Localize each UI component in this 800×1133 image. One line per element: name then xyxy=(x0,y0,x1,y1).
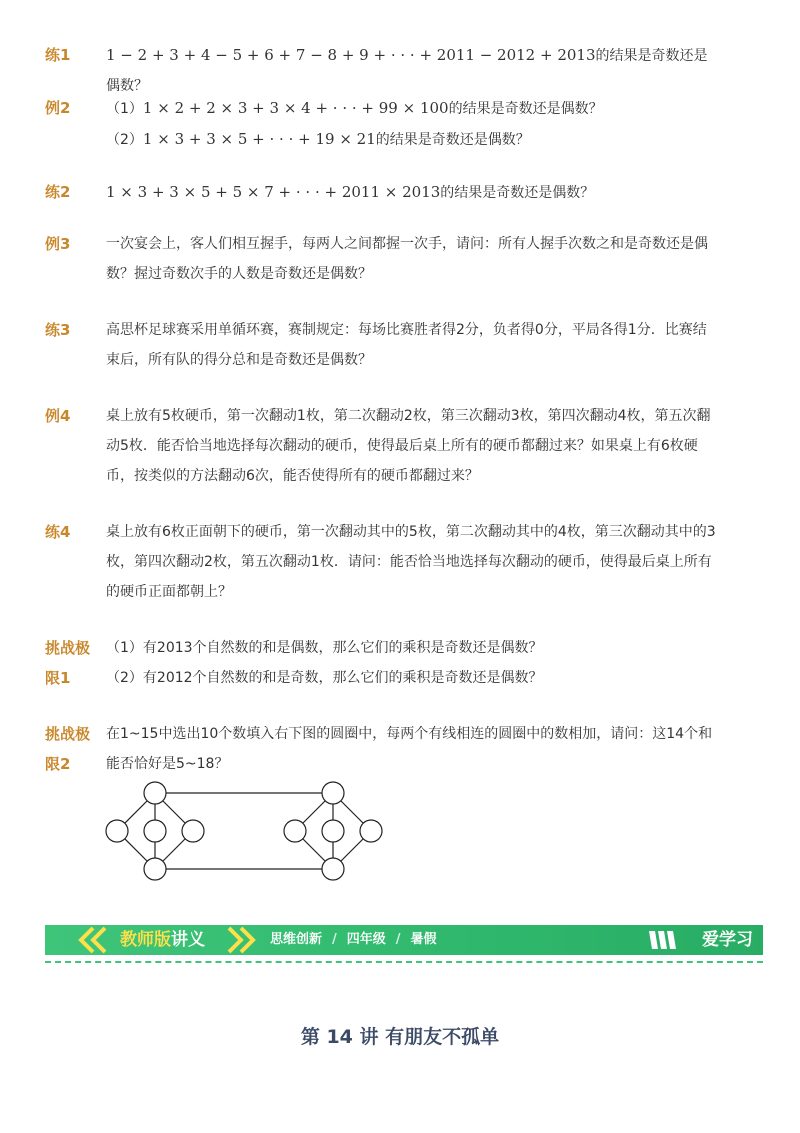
problem-content: 桌上放有5枚硬币，第一次翻动1枚，第二次翻动2枚，第三次翻动3枚，第四次翻动4枚，第五次翻动5枚．能否恰当地选择每次翻动的硬币，使得最后桌上所有的硬币都翻过来？如果桌上有6枚硬币，按类似的方法翻动6次，能否使得所有的硬币都翻过来？ xyxy=(106,408,711,484)
sub-question-2 xyxy=(106,663,720,693)
footer-title-accent: 讲义 xyxy=(171,930,205,950)
sub-question-number: （1） xyxy=(106,101,143,117)
math-expression: 1 × 2 + 2 × 3 + 3 × 4 + · · · + 99 × 100 xyxy=(142,99,449,117)
graph-node xyxy=(144,782,166,804)
sub-question-number: （2） xyxy=(106,670,143,686)
problem-label: 例2 xyxy=(45,99,71,117)
problem-content xyxy=(106,93,720,155)
problem-content xyxy=(106,177,720,208)
sub-question-number: （2） xyxy=(106,132,143,148)
footer-title xyxy=(120,925,205,955)
double-chevron-right-icon xyxy=(221,925,261,955)
problem-content xyxy=(106,40,720,101)
footer-divider xyxy=(45,961,763,963)
question-text: 有2012个自然数的和是奇数，那么它们的乘积是奇数还是偶数？ xyxy=(142,670,543,686)
question-text: 的结果是奇数还是偶数？ xyxy=(448,101,603,117)
graph-node xyxy=(144,858,166,880)
question-text: 有2013个自然数的和是偶数，那么它们的乘积是奇数还是偶数？ xyxy=(142,640,543,656)
graph-node xyxy=(322,858,344,880)
problem-content: 在1~15中选出10个数填入右下图的圆圈中，每两个有线相连的圆圈中的数相加，请问：这14个和能否恰好是5~18？ xyxy=(106,726,713,772)
footer-meta-item: 思维创新 xyxy=(270,932,323,947)
sub-question-1 xyxy=(106,93,720,124)
graph-node xyxy=(360,820,382,842)
footer-title-main: 教师版 xyxy=(120,930,171,950)
problem-content: 高思杯足球赛采用单循环赛，赛制规定：每场比赛胜者得2分，负者得0分，平局各得1分．比赛结束后，所有队的得分总和是奇数还是偶数？ xyxy=(106,322,707,368)
graph-node xyxy=(322,782,344,804)
math-expression: 1 × 3 + 3 × 5 + 5 × 7 + · · · + 2011 × 2013 xyxy=(106,183,441,201)
math-expression: 1 × 3 + 3 × 5 + · · · + 19 × 21 xyxy=(142,130,376,148)
problem-label: 挑战极限2 xyxy=(45,725,91,773)
footer-meta-item: 四年级 xyxy=(346,932,386,947)
question-text: 的结果是奇数还是偶数？ xyxy=(440,185,595,201)
math-expression: 1 − 2 + 3 + 4 − 5 + 6 + 7 − 8 + 9 + · · · + 2011 − 2012 + 2013 xyxy=(106,46,596,64)
problem-label: 例4 xyxy=(45,407,71,425)
brand-logo-icon xyxy=(647,929,681,951)
problem-label: 例3 xyxy=(45,235,71,253)
question-text: 的结果是奇数还是偶数？ xyxy=(106,48,708,94)
sub-question-1 xyxy=(106,633,720,663)
graph-node xyxy=(322,820,344,842)
question-text: 的结果是奇数还是偶数？ xyxy=(375,132,530,148)
problem-label: 挑战极限1 xyxy=(45,639,91,687)
problem-content: 一次宴会上，客人们相互握手，每两人之间都握一次手，请问：所有人握手次数之和是奇数还是偶数？握过奇数次手的人数是奇数还是偶数？ xyxy=(106,236,708,282)
sub-question-2 xyxy=(106,124,720,155)
problem-label: 练2 xyxy=(45,183,71,201)
problem-content: 桌上放有6枚正面朝下的硬币，第一次翻动其中的5枚，第二次翻动其中的4枚，第三次翻动其中的3枚，第四次翻动2枚，第五次翻动1枚．请问：能否恰当地选择每次翻动的硬币，使得最后桌上所有的硬币正面都朝上？ xyxy=(106,524,716,600)
footer-banner xyxy=(45,925,763,955)
graph-node xyxy=(106,820,128,842)
graph-node xyxy=(284,820,306,842)
problem-label: 练1 xyxy=(45,46,71,64)
graph-node xyxy=(182,820,204,842)
footer-meta-item: 暑假 xyxy=(410,932,437,947)
sub-question-number: （1） xyxy=(106,640,143,656)
problem-label: 练3 xyxy=(45,321,71,339)
graph-node xyxy=(144,820,166,842)
problem-content xyxy=(106,633,720,693)
brand-name: 爱学习 xyxy=(702,930,753,950)
lecture-title: 第 14 讲 有朋友不孤单 xyxy=(300,1026,500,1048)
problem-label: 练4 xyxy=(45,523,71,541)
double-chevron-left-icon xyxy=(73,925,117,955)
footer-meta: 思维创新 / 四年级 / 暑假 xyxy=(270,932,437,947)
circle-graph-figure xyxy=(100,778,390,884)
